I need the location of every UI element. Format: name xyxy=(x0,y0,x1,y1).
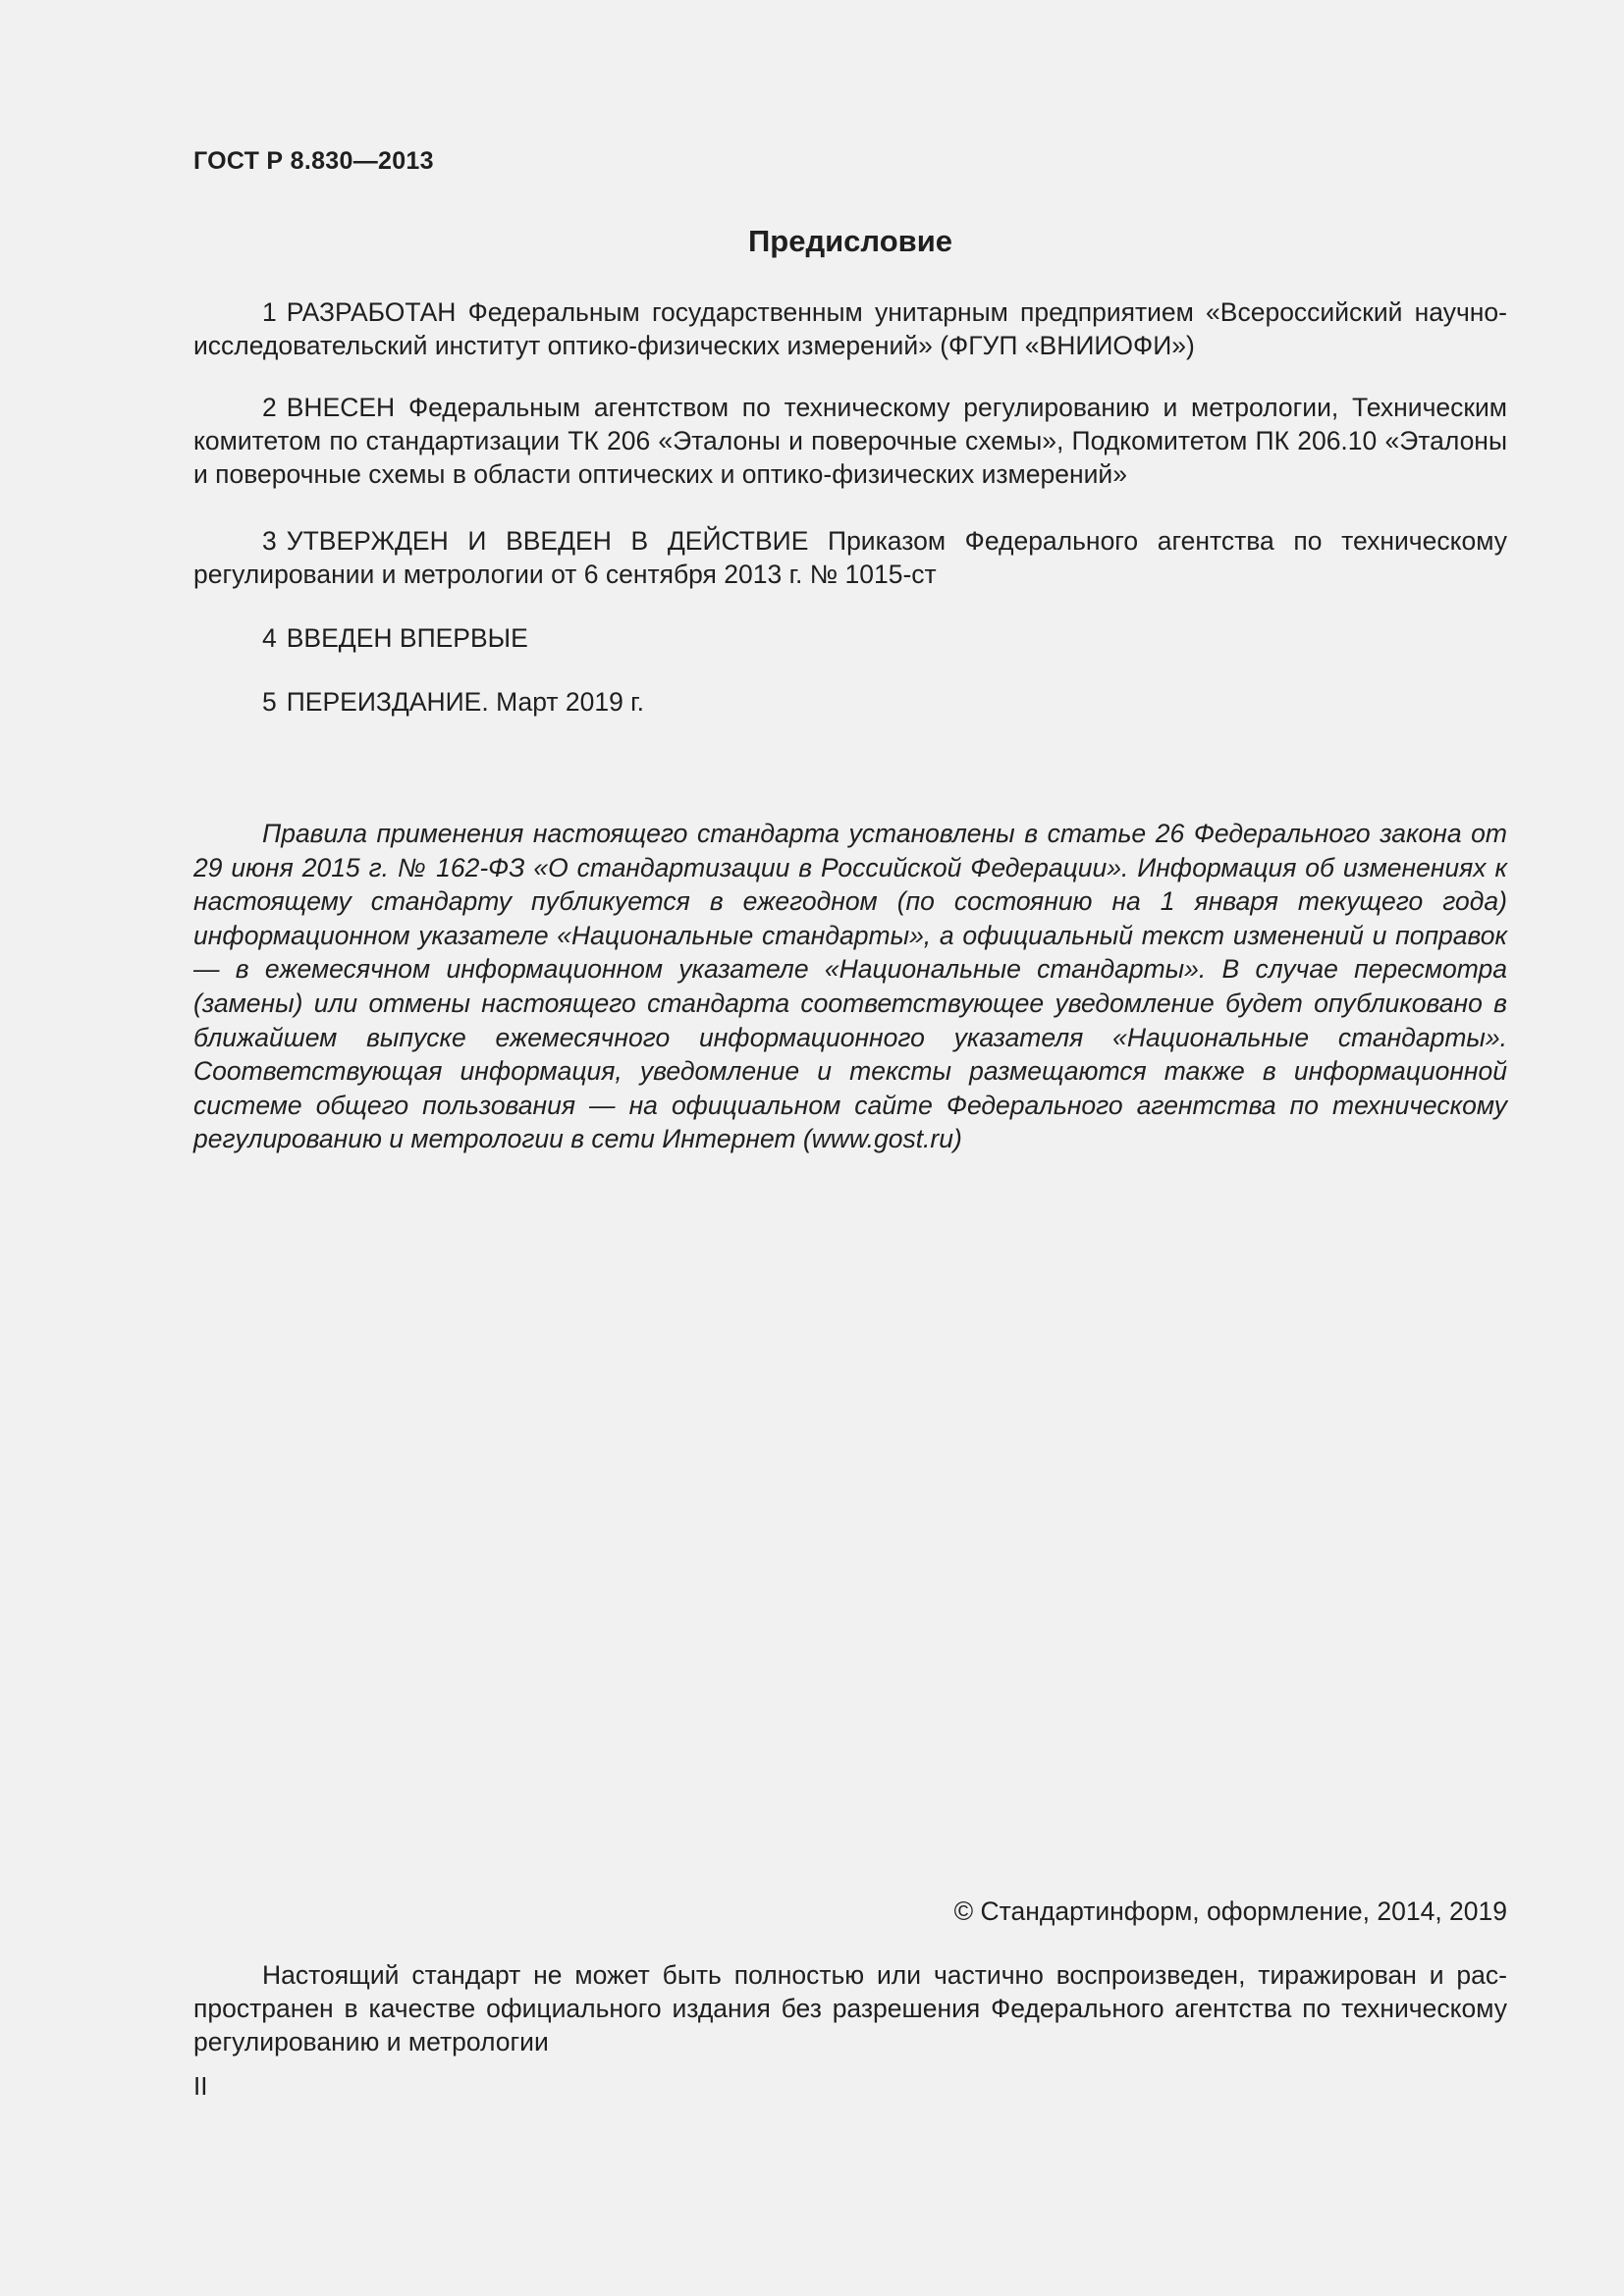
item-text: ВНЕСЕН Федеральным агентством по техническому регулированию и метрологии, Техническим комитетом по стандартизации ТК 206 «Эталоны и поверочные схемы», Подкомитетом ПК 206.10 «Эталоны и поверочные схемы в области оптических и оптико-физических измерений» xyxy=(193,393,1507,489)
document-page xyxy=(193,0,1507,2296)
item-number: 1 xyxy=(262,297,277,327)
item-text: ВВЕДЕН ВПЕРВЫЕ xyxy=(286,623,528,653)
copyright-line: © Стандартинформ, оформление, 2014, 2019 xyxy=(953,1896,1507,1926)
foreword-item-4 xyxy=(193,621,1507,655)
page-number: II xyxy=(193,2071,208,2101)
foreword-item-2 xyxy=(193,391,1507,491)
section-title: Предисловие xyxy=(747,224,952,258)
foreword-item-1 xyxy=(193,295,1507,362)
document-code: ГОСТ Р 8.830—2013 xyxy=(193,147,434,175)
item-text: РАЗРАБОТАН Федеральным государственным унитарным предприятием «Всероссийский научно-исследовательский институт оптико-физических измерений» (ФГУП «ВНИИОФИ») xyxy=(193,297,1507,360)
item-number: 2 xyxy=(262,393,277,422)
item-number: 4 xyxy=(262,623,277,653)
item-text: ПЕРЕИЗДАНИЕ. Март 2019 г. xyxy=(286,687,644,717)
item-number: 5 xyxy=(262,687,277,717)
item-text: УТВЕРЖДЕН И ВВЕДЕН В ДЕЙСТВИЕ Приказом Федерального агентства по техническому регулировании и метрологии от 6 сентября 2013 г. № 1015-ст xyxy=(193,526,1507,589)
foreword-item-5 xyxy=(193,685,1507,719)
item-number: 3 xyxy=(262,526,277,556)
reproduction-restriction: Настоящий стандарт не может быть полностью или частично воспроизведен, тиражирован и распространен в качестве официального издания без разрешения Федерального агентства по техническому регулированию и метрологии xyxy=(193,1960,1507,2056)
foreword-item-3 xyxy=(193,524,1507,591)
standard-application-notice: Правила применения настоящего стандарта установлены в статье 26 Федерального закона от 29 июня 2015 г. № 162-ФЗ «О стандартизации в Российской Федерации». Информация об изменениях к настоящему стандарту публикуется в ежегодном (по состоянию на 1 января текущего года) информационном указателе «Национальные стандарты», а официальный текст изменений и поправок — в ежемесячном информационном указателе «Национальные стандарты». В случае пересмотра (замены) или отмены настоящего стандарта соответствующее уведомление будет опубликовано в ближайшем выпуске ежемесячного информационного указателя «Национальные стандарты». Соответствующая информация, уведомление и тексты размещаются также в информационной системе общего пользования — на официальном сайте Федерального агентства по техническому регулированию и метрологии в сети Интернет (www.gost.ru) xyxy=(193,819,1507,1154)
